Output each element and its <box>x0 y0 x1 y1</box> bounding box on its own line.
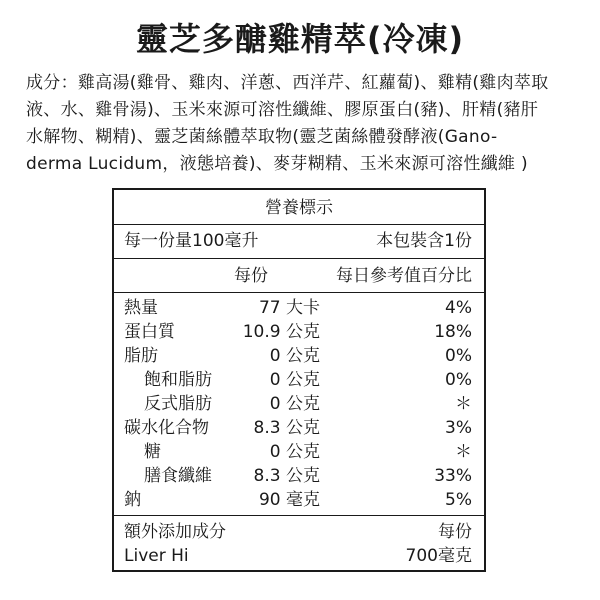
nutrient-amount: 0 公克 <box>269 394 320 414</box>
nutrition-header: 營養標示 <box>265 198 333 218</box>
nutrient-amount: 8.3 公克 <box>253 466 320 486</box>
extra-col: 每份 <box>438 522 472 542</box>
ingredients-line: 液、水、雞骨湯)、玉米來源可溶性纖維、膠原蛋白(豬)、肝精(豬肝 <box>26 100 539 120</box>
ingredients-list <box>26 70 578 178</box>
divider <box>114 224 484 225</box>
nutrient-name: 反式脂肪 <box>144 394 212 414</box>
nutrient-name: 碳水化合物 <box>124 418 209 438</box>
nutrient-name: 蛋白質 <box>124 322 175 342</box>
nutrition-facts-panel <box>112 188 486 572</box>
divider <box>114 258 484 259</box>
divider <box>114 515 484 516</box>
nutrient-amount: 0 公克 <box>269 370 320 390</box>
nutrient-amount: 10.9 公克 <box>242 322 320 342</box>
nutrient-dv: 33% <box>434 466 472 486</box>
extra-header: 額外添加成分 <box>124 522 226 542</box>
extra-item-name: Liver Hi <box>124 546 189 566</box>
serving-size: 每一份量100毫升 <box>124 231 259 251</box>
nutrient-amount: 90 毫克 <box>258 490 320 510</box>
nutrient-dv: ＊ <box>455 442 472 462</box>
nutrient-name: 熱量 <box>124 298 158 318</box>
servings-per-package: 本包裝含1份 <box>376 231 472 251</box>
nutrient-amount: 8.3 公克 <box>253 418 320 438</box>
col-per-serving: 每份 <box>234 266 268 286</box>
nutrient-name: 飽和脂肪 <box>144 370 212 390</box>
nutrient-amount: 0 公克 <box>269 442 320 462</box>
nutrient-name: 脂肪 <box>124 346 158 366</box>
divider <box>114 292 484 293</box>
nutrient-dv: 0% <box>445 370 472 390</box>
nutrient-dv: ＊ <box>455 394 472 414</box>
product-title: 靈芝多醣雞精萃(冷凍) <box>135 20 465 58</box>
ingredients-line: 成分：雞高湯(雞骨、雞肉、洋蔥、西洋芹、紅蘿蔔)、雞精(雞肉萃取 <box>26 73 549 93</box>
nutrient-name: 鈉 <box>124 490 141 510</box>
nutrient-dv: 3% <box>445 418 472 438</box>
col-daily-value: 每日參考值百分比 <box>336 266 472 286</box>
ingredients-line: derma Lucidum，液態培養)、麥芽糊精、玉米來源可溶性纖維 ) <box>26 154 528 174</box>
nutrient-name: 膳食纖維 <box>144 466 212 486</box>
ingredients-line: 水解物、糊精)、靈芝菌絲體萃取物(靈芝菌絲體發酵液(Gano- <box>26 127 498 147</box>
nutrient-dv: 0% <box>445 346 472 366</box>
nutrient-amount: 77 大卡 <box>258 298 320 318</box>
nutrient-dv: 18% <box>434 322 472 342</box>
nutrient-dv: 4% <box>445 298 472 318</box>
nutrient-dv: 5% <box>445 490 472 510</box>
nutrient-amount: 0 公克 <box>269 346 320 366</box>
nutrient-name: 糖 <box>144 442 161 462</box>
extra-item-amount: 700毫克 <box>405 546 472 566</box>
